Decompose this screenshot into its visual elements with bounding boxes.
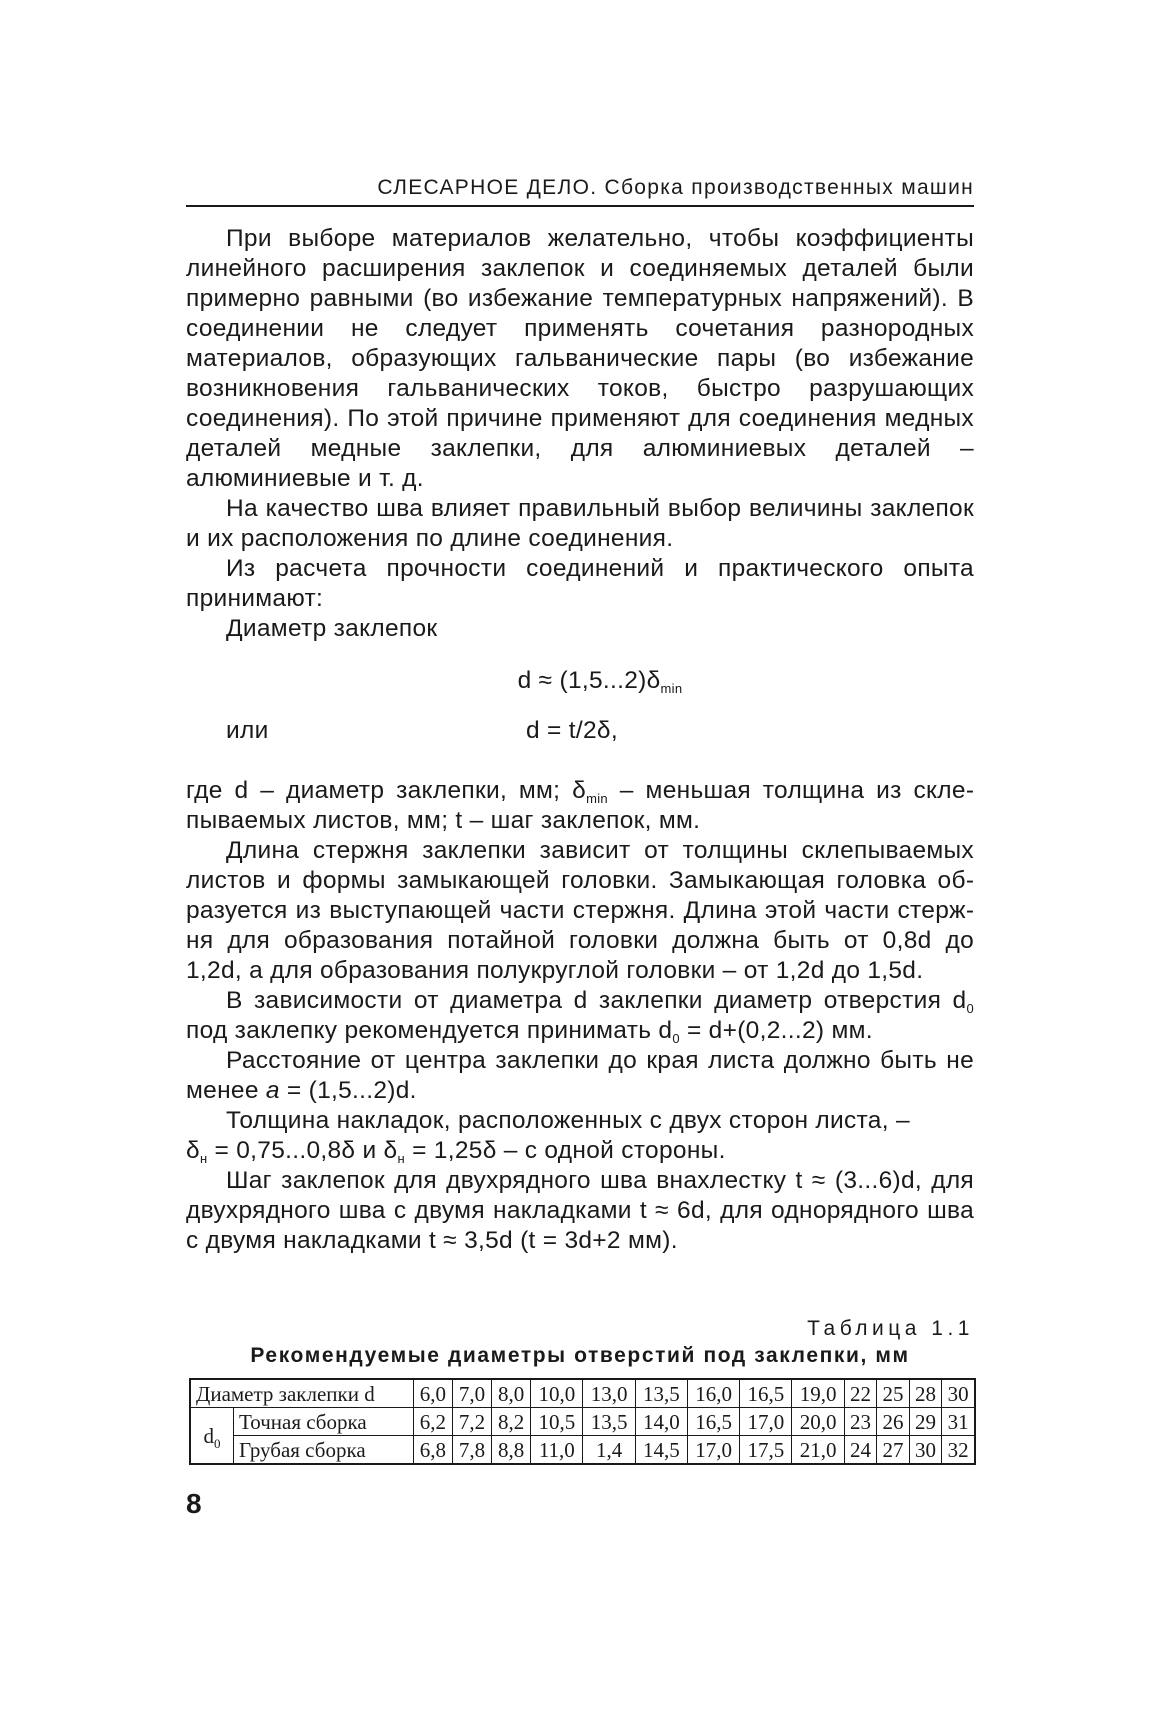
table-cell: 13,5 xyxy=(583,1408,635,1436)
table-cell: 8,2 xyxy=(492,1408,531,1436)
table-title: Рекомендуемые диаметры отверстий под заклепки, мм xyxy=(250,1344,910,1367)
table-cell: 23 xyxy=(844,1408,877,1436)
table-cell: 8,0 xyxy=(492,1379,531,1408)
formula-diameter-sub: min xyxy=(660,681,683,696)
table-cell: 21,0 xyxy=(792,1436,844,1465)
header-label-cell: Диаметр заклепки d xyxy=(190,1379,413,1408)
table-cell: 10,0 xyxy=(531,1379,583,1408)
table-cell: 30 xyxy=(909,1436,942,1465)
table-cell: 11,0 xyxy=(531,1436,583,1465)
table-cell: 30 xyxy=(942,1379,975,1408)
strap-sub-1: н xyxy=(199,1151,208,1166)
table-cell: 13,0 xyxy=(583,1379,635,1408)
paragraph-calculation: Из расчета прочности соединений и практического опыта принимают: xyxy=(186,555,974,612)
edge-part-2: = (1,5...2)d. xyxy=(279,1077,417,1104)
paragraph-hole-diameter xyxy=(186,986,974,1046)
paragraph-edge-distance xyxy=(186,1046,974,1106)
strap-part-1: δ xyxy=(186,1137,200,1164)
where-part-2: – меньшая толщина из склепываемых листов, мм; t – шаг заклепок, мм. xyxy=(186,777,974,834)
paragraph-rivet-pitch: Шаг заклепок для двухрядного шва внахлестку t ≈ (3...6)d, для двухрядного шва с двумя накладками t ≈ 6d, для однорядного шва с двумя накладками t ≈ 3,5d (t = 3d+2 мм). xyxy=(186,1167,974,1254)
table-cell: 20,0 xyxy=(792,1408,844,1436)
table-cell: 26 xyxy=(877,1408,910,1436)
formula-alt-expression: d = t/2δ, xyxy=(526,717,618,744)
hole-part-3: = d+(0,2...2) мм. xyxy=(679,1017,873,1044)
edge-part-1: Расстояние от центра заклепки до края листа должно быть не менее xyxy=(186,1047,974,1104)
strap-part-2: = 0,75...0,8δ и δ xyxy=(207,1137,398,1164)
strap-part-3: = 1,25δ – с одной стороны. xyxy=(404,1137,726,1164)
formula-alt xyxy=(186,716,974,750)
table-cell: 14,5 xyxy=(635,1436,687,1465)
table-cell: 32 xyxy=(942,1436,975,1465)
running-head: СЛЕСАРНОЕ ДЕЛО. Сборка производственных машин xyxy=(186,176,974,207)
table-cell: 27 xyxy=(877,1436,910,1465)
table-cell: 7,8 xyxy=(452,1436,491,1465)
table-cell: 16,5 xyxy=(740,1379,792,1408)
table-row-precise xyxy=(190,1408,975,1436)
table-cell: 19,0 xyxy=(792,1379,844,1408)
table-cell: 16,0 xyxy=(687,1379,739,1408)
table-cell: 22 xyxy=(844,1379,877,1408)
row-label-cell: Грубая сборка xyxy=(234,1436,414,1465)
formula-diameter-main: d ≈ (1,5...2)δ xyxy=(517,667,661,694)
paragraph-rivet-diameter: Диаметр заклепок xyxy=(226,615,438,642)
hole-sub-1: 0 xyxy=(966,1001,974,1016)
page-number: 8 xyxy=(186,1488,202,1519)
table-cell: 17,0 xyxy=(687,1436,739,1465)
where-part-1: где d – диаметр заклепки, мм; δ xyxy=(186,777,587,804)
d0-label: d xyxy=(203,1423,214,1448)
table-cell: 16,5 xyxy=(687,1408,739,1436)
where-sub-min: min xyxy=(586,791,608,806)
strap-sub-2: н xyxy=(397,1151,405,1166)
formula-diameter xyxy=(186,666,974,696)
paragraph-materials: При выборе материалов желательно, чтобы коэффициенты линейного расширения заклепок и соединяемых деталей были примерно равными (во избежание температурных напряжений). В соединении не следует применять сочетания разнородных материалов, образующих гальванические пары (во избежание возникновения гальванических токов, быстро разрушающих соединения). По этой причине применяют для соединения медных деталей медные заклепки, для алюминиевых деталей – алюминиевые и т. д. xyxy=(186,225,974,492)
table-header-row xyxy=(190,1379,975,1408)
or-word: или xyxy=(226,717,269,744)
table-cell: 6,0 xyxy=(413,1379,452,1408)
paragraph-strap-thickness-formula xyxy=(186,1136,974,1166)
table-cell: 28 xyxy=(909,1379,942,1408)
table-cell: 6,2 xyxy=(413,1408,452,1436)
d0-label-cell xyxy=(190,1408,234,1465)
paragraph-strap-thickness: Толщина накладок, расположенных с двух сторон листа, – xyxy=(226,1107,910,1134)
body-text xyxy=(186,224,974,1256)
table-cell: 29 xyxy=(909,1408,942,1436)
d0-sub: 0 xyxy=(214,1435,221,1451)
edge-var-a: a xyxy=(265,1077,280,1104)
hole-part-2: под заклепку рекомендуется принимать d xyxy=(186,1017,673,1044)
table-cell: 6,8 xyxy=(413,1436,452,1465)
hole-sub-2: 0 xyxy=(672,1031,680,1046)
row-label-cell: Точная сборка xyxy=(234,1408,414,1436)
table-cell: 14,0 xyxy=(635,1408,687,1436)
table-label: Таблица 1.1 xyxy=(807,1317,974,1340)
table-cell: 17,5 xyxy=(740,1436,792,1465)
table-cell: 17,0 xyxy=(740,1408,792,1436)
table-cell: 7,2 xyxy=(452,1408,491,1436)
hole-part-1: В зависимости от диаметра d заклепки диаметр отверстия d xyxy=(226,987,967,1014)
table-cell: 31 xyxy=(942,1408,975,1436)
table-cell: 24 xyxy=(844,1436,877,1465)
rivet-holes-table xyxy=(189,1378,976,1465)
table-cell: 8,8 xyxy=(492,1436,531,1465)
table-cell: 1,4 xyxy=(583,1436,635,1465)
table-cell: 7,0 xyxy=(452,1379,491,1408)
paragraph-shank-length: Длина стержня заклепки зависит от толщины склепываемых листов и формы замыкающей головки. Замыкающая головка образуется из выступающей части стержня. Длина этой части стержня для образования потайной головки должна быть от 0,8d до 1,2d, а для образования полукруглой головки – от 1,2d до 1,5d. xyxy=(186,837,974,984)
table-cell: 13,5 xyxy=(635,1379,687,1408)
paragraph-seam-quality: На качество шва влияет правильный выбор величины заклепок и их расположения по длине соединения. xyxy=(186,495,974,552)
paragraph-where xyxy=(186,776,974,836)
table-cell: 25 xyxy=(877,1379,910,1408)
table-row-rough xyxy=(190,1436,975,1465)
table-cell: 10,5 xyxy=(531,1408,583,1436)
